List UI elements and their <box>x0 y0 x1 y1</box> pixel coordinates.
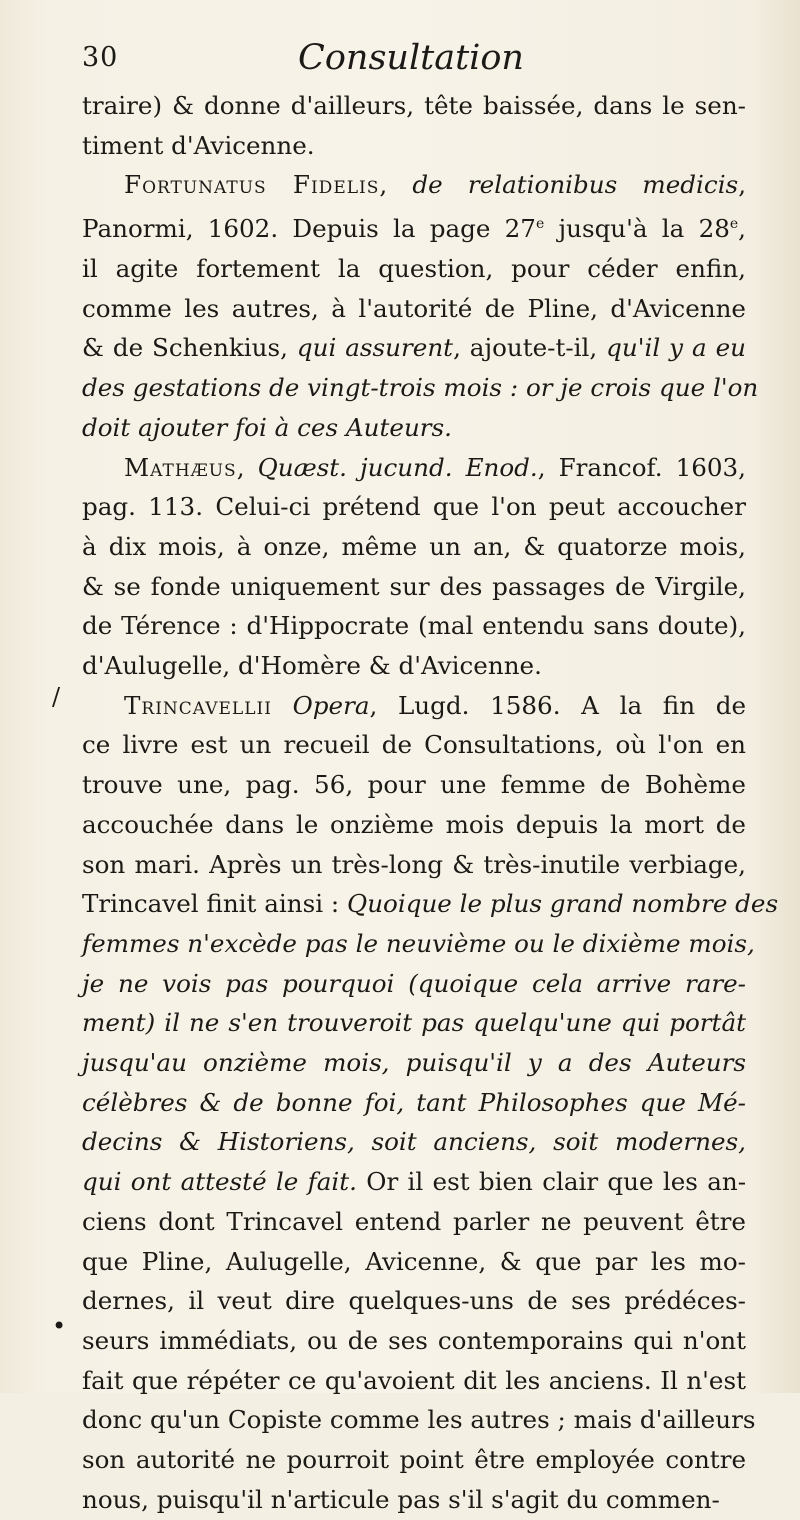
text-line <box>82 1321 746 1361</box>
text-run: e <box>535 216 545 233</box>
text-run: jusqu'à la 28 <box>544 214 730 244</box>
text-run: femmes n'excède pas le neuvième ou le dixième mois, <box>82 928 755 958</box>
text-run <box>272 691 293 720</box>
text-line <box>82 964 746 1004</box>
text-run: fait que répéter ce qu'avoient dit les anciens. Il n'est <box>82 1365 746 1395</box>
text-run: il agite fortement la question, pour céder enfin, <box>82 254 746 283</box>
paragraph <box>82 448 746 686</box>
text-line <box>82 1480 746 1520</box>
text-run: Opera <box>292 690 370 720</box>
text-run: decins & Historiens, soit anciens, soit modernes, <box>82 1127 746 1157</box>
text-run: , <box>379 170 413 200</box>
text-line <box>82 249 746 289</box>
paragraph <box>82 86 746 165</box>
text-line <box>82 1440 746 1480</box>
text-line <box>82 487 746 527</box>
text-run: qu'il y a eu <box>606 333 746 363</box>
text-line <box>82 924 755 964</box>
text-line <box>82 205 746 249</box>
text-run: trouve une, pag. 56, pour une femme de Bohème <box>82 770 746 800</box>
text-line <box>82 1122 746 1162</box>
text-line <box>82 289 746 329</box>
text-run: seurs immédiats, ou de ses contemporains qui n'ont <box>82 1325 746 1355</box>
text-line <box>82 646 746 686</box>
text-line <box>82 165 746 205</box>
text-line <box>82 1361 746 1401</box>
text-line <box>82 1202 746 1242</box>
text-line <box>82 527 746 567</box>
text-line <box>82 765 746 805</box>
text-line <box>82 725 746 765</box>
body-text <box>82 86 779 1520</box>
text-line <box>82 1083 746 1123</box>
text-run: de relationibus medicis <box>412 170 739 200</box>
text-run: d'Aulugelle, d'Homère & d'Avicenne. <box>82 651 542 681</box>
text-run: , <box>738 170 747 200</box>
text-run: , Lugd. 1586. A la fin de <box>369 690 746 720</box>
text-line <box>82 1162 746 1202</box>
text-run: accouchée dans le onzième mois depuis la mort de <box>82 809 746 839</box>
margin-mark: • <box>52 1312 67 1340</box>
text-run: & se fonde uniquement sur des passages de Virgile, <box>82 571 746 601</box>
text-run: , <box>738 214 746 244</box>
text-run: dernes, il veut dire quelques-uns de ses prédéces- <box>82 1286 746 1316</box>
text-run: , <box>236 452 258 482</box>
text-run: traire) & donne d'ailleurs, tête baissée, dans le sen- <box>82 91 746 120</box>
text-run: , Francof. 1603, <box>537 452 746 482</box>
text-run: ce livre est un recueil de Consultations, où l'on en <box>82 730 746 760</box>
paragraph <box>82 686 779 1520</box>
text-run: nous, puisqu'il n'articule pas s'il s'agit du commen- <box>82 1484 720 1514</box>
text-line <box>82 686 746 726</box>
text-run: de Térence : d'Hippocrate (mal entendu sans doute), <box>82 611 746 641</box>
text-run: donc qu'un Copiste comme les autres ; mais d'ailleurs <box>82 1405 756 1435</box>
text-run: comme les autres, à l'autorité de Pline, d'Avicenne <box>82 293 746 323</box>
text-run: son autorité ne pourroit point être employée contre <box>82 1445 746 1475</box>
page-header <box>82 38 740 88</box>
text-run: Quæst. jucund. Enod. <box>257 452 538 482</box>
text-line <box>82 368 759 408</box>
text-line <box>82 606 746 646</box>
text-run: célèbres & de bonne foi, tant Philosophes que Mé- <box>82 1087 746 1117</box>
text-run: Panormi, 1602. Depuis la page 27 <box>82 214 536 244</box>
page-number: 30 <box>82 42 119 73</box>
text-line <box>82 1400 756 1440</box>
text-run: qui ont attesté le fait. <box>82 1167 357 1197</box>
text-run: e <box>729 216 739 233</box>
text-run: timent d'Avicenne. <box>82 130 315 160</box>
text-run: ciens dont Trincavel entend parler ne peuvent être <box>82 1206 746 1236</box>
text-run: jusqu'au onzième mois, puisqu'il y a des Auteurs <box>82 1048 746 1078</box>
text-line <box>82 805 746 845</box>
text-run: Trincavel finit ainsi : <box>82 889 348 919</box>
text-run: des gestations de vingt-trois mois : or je crois que l'on <box>82 373 759 403</box>
text-run: & de Schenkius, <box>82 333 297 363</box>
text-run: qui assurent <box>296 333 454 363</box>
text-run: je ne vois pas pourquoi (quoique cela arrive rare- <box>82 968 746 998</box>
text-line <box>82 567 746 607</box>
text-line <box>82 448 746 488</box>
text-line <box>82 126 746 166</box>
text-line <box>82 1242 746 1282</box>
running-title: Consultation <box>298 38 524 78</box>
margin-mark: / <box>52 683 61 711</box>
text-line <box>82 845 746 885</box>
text-run: à dix mois, à onze, même un an, & quatorze mois, <box>82 531 746 561</box>
text-run: , ajoute-t-il, <box>453 333 607 363</box>
text-run: Or il est bien clair que les an- <box>356 1167 747 1197</box>
text-run: Quoique le plus grand nombre des <box>347 889 779 919</box>
text-line <box>82 86 746 126</box>
text-line <box>82 328 746 368</box>
text-line <box>82 1043 746 1083</box>
text-run: son mari. Après un très-long & très-inutile verbiage, <box>82 849 746 879</box>
text-run: ment) il ne s'en trouveroit pas quelqu'une qui portât <box>82 1008 746 1038</box>
text-line <box>82 884 779 924</box>
text-line <box>82 1281 746 1321</box>
text-run: doit ajouter foi à ces Auteurs. <box>82 412 452 442</box>
text-run: Fortunatus Fidelis <box>124 170 380 200</box>
text-line <box>82 408 746 448</box>
text-line <box>82 1003 746 1043</box>
text-run: pag. 113. Celui-ci prétend que l'on peut accoucher <box>82 492 746 522</box>
paragraph <box>82 165 759 447</box>
text-run: Mathæus <box>124 452 237 482</box>
text-run: que Pline, Aulugelle, Avicenne, & que par les mo- <box>82 1246 746 1276</box>
text-run: Trincavellii <box>124 690 272 720</box>
